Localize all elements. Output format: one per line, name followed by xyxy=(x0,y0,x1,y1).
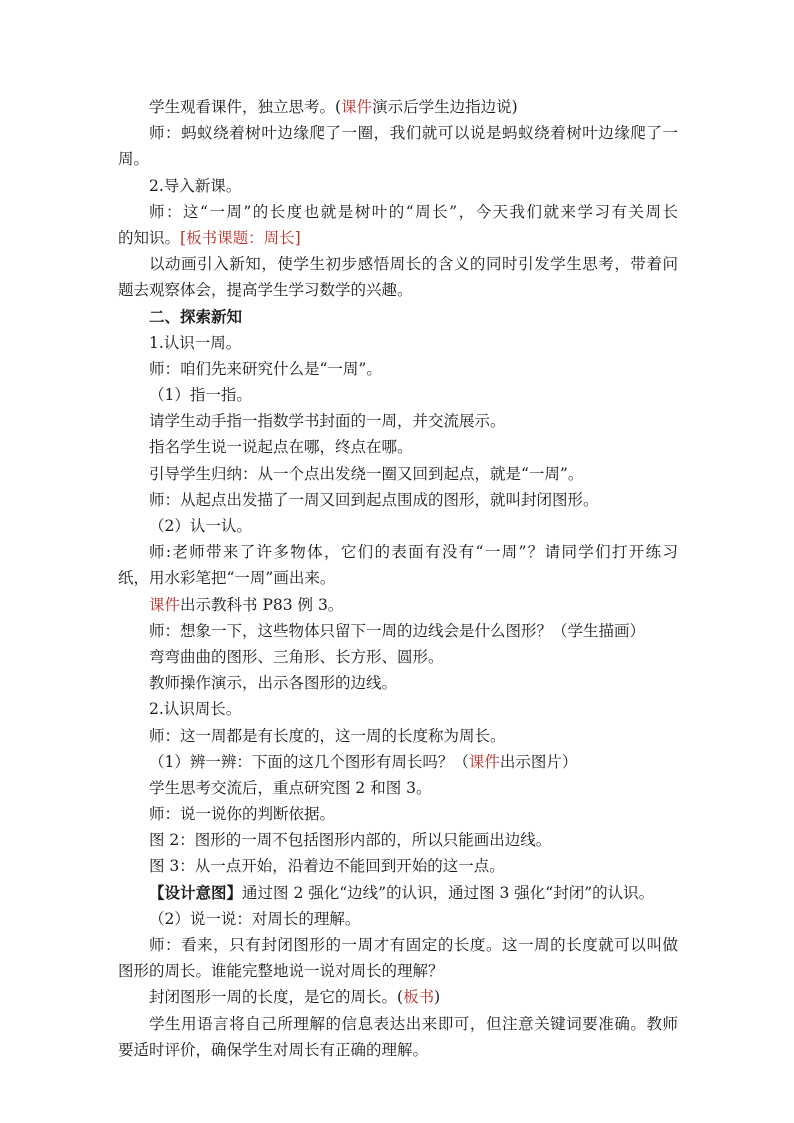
text-line xyxy=(118,461,678,487)
text-line xyxy=(118,644,678,670)
text-run: 师:老师带来了许多物体，它们的表面有没有“一周”？请同学们打开练习 xyxy=(149,543,678,562)
text-line xyxy=(118,932,678,958)
text-line xyxy=(118,984,678,1010)
text-line xyxy=(118,618,678,644)
text-run: 纸，用水彩笔把“一周”画出来。 xyxy=(118,569,336,588)
text-run: 师：这一周都是有长度的，这一周的长度称为周长。 xyxy=(149,726,506,745)
document-page xyxy=(118,94,678,1063)
text-run: 2.导入新课。 xyxy=(149,176,242,195)
text-line xyxy=(118,958,678,984)
text-run: 以动画引入新知，使学生初步感悟周长的含义的同时引发学生思考，带着问 xyxy=(149,255,678,274)
text-line xyxy=(118,434,678,460)
text-run: 师：咱们先来研究什么是“一周”。 xyxy=(149,359,382,378)
text-run: 图 3：从一点开始，沿着边不能回到开始的这一点。 xyxy=(149,857,505,876)
text-line xyxy=(118,775,678,801)
text-run: 图 2：图形的一周不包括图形内部的，所以只能画出边线。 xyxy=(149,831,552,850)
text-run: 教师操作演示，出示各图形的边线。 xyxy=(149,674,398,693)
text-line xyxy=(118,251,678,277)
text-run: 师：想象一下，这些物体只留下一周的边线会是什么图形？（学生描画） xyxy=(149,621,646,640)
text-run: ) xyxy=(434,988,441,1007)
text-line xyxy=(118,356,678,382)
text-line xyxy=(118,199,678,225)
text-line xyxy=(118,277,678,303)
text-line xyxy=(118,120,678,146)
text-run: 题去观察体会，提高学生学习数学的兴趣。 xyxy=(118,281,413,300)
text-line xyxy=(118,1011,678,1037)
text-line xyxy=(118,670,678,696)
text-line xyxy=(118,827,678,853)
text-line xyxy=(118,539,678,565)
text-run: 弯弯曲曲的图形、三角形、长方形、圆形。 xyxy=(149,647,444,666)
text-line xyxy=(118,1037,678,1063)
text-line xyxy=(118,225,678,251)
text-line xyxy=(118,408,678,434)
text-run: 1.认识一周。 xyxy=(149,333,242,352)
text-run: 引导学生归纳：从一个点出发绕一圈又回到起点，就是“一周”。 xyxy=(149,464,584,483)
text-line xyxy=(118,801,678,827)
text-run: 学生用语言将自己所理解的信息表达出来即可，但注意关键词要准确。教师 xyxy=(149,1014,678,1033)
text-run: （1）辨一辨：下面的这几个图形有周长吗？（ xyxy=(149,752,469,771)
text-run: 周。 xyxy=(118,150,150,169)
highlight-text: 板书 xyxy=(403,988,435,1007)
highlight-text: 课件 xyxy=(149,595,181,614)
text-run: 请学生动手指一指数学书封面的一周，并交流展示。 xyxy=(149,412,506,431)
bold-text: 【设计意图】 xyxy=(149,882,243,902)
text-run: 通过图 2 强化“边线”的认识，通过图 3 强化“封闭”的认识。 xyxy=(242,883,655,902)
text-line xyxy=(118,173,678,199)
text-line xyxy=(118,304,678,330)
text-run: 封闭图形一周的长度，是它的周长。( xyxy=(149,988,404,1007)
text-run: 学生观看课件，独立思考。( xyxy=(149,98,342,116)
text-line xyxy=(118,513,678,539)
text-line xyxy=(118,880,678,906)
text-run: 师：从起点出发描了一周又回到起点围成的图形，就叫封闭图形。 xyxy=(149,490,599,509)
text-line xyxy=(118,749,678,775)
text-run: 出示图片） xyxy=(499,752,578,771)
text-run: （2）说一说：对周长的理解。 xyxy=(149,909,361,928)
text-line xyxy=(118,487,678,513)
text-run: 出示教科书 P83 例 3。 xyxy=(180,595,344,614)
text-run: 师：蚂蚁绕着树叶边缘爬了一圈，我们就可以说是蚂蚁绕着树叶边缘爬了一 xyxy=(149,124,678,143)
text-line xyxy=(118,906,678,932)
text-run: 师：这“一周”的长度也就是树叶的“周长”，今天我们就来学习有关周长 xyxy=(149,202,678,221)
text-line xyxy=(118,853,678,879)
highlight-text: [板书课题：周长] xyxy=(180,228,301,247)
bold-text: 二、探索新知 xyxy=(149,306,243,326)
text-run: 师：看来，只有封闭图形的一周才有固定的长度。这一周的长度就可以叫做 xyxy=(149,936,678,954)
text-run: 要适时评价，确保学生对周长有正确的理解。 xyxy=(118,1040,429,1059)
text-run: 师：说一说你的判断依据。 xyxy=(149,805,336,824)
text-run: 演示后学生边指边说) xyxy=(372,98,518,116)
text-line xyxy=(118,382,678,408)
text-run: 学生思考交流后，重点研究图 2 和图 3。 xyxy=(149,778,432,797)
text-run: （1）指一指。 xyxy=(149,386,252,405)
text-run: 的知识。 xyxy=(118,228,181,247)
text-line xyxy=(118,146,678,172)
text-run: （2）认一认。 xyxy=(149,517,252,535)
text-line xyxy=(118,565,678,591)
text-line xyxy=(118,696,678,722)
text-run: 图形的周长。谁能完整地说一说对周长的理解？ xyxy=(118,962,444,981)
text-line xyxy=(118,592,678,618)
highlight-text: 课件 xyxy=(341,98,373,116)
text-run: 指名学生说一说起点在哪，终点在哪。 xyxy=(149,438,413,457)
highlight-text: 课件 xyxy=(468,752,500,771)
text-line xyxy=(118,723,678,749)
text-run: 2.认识周长。 xyxy=(149,700,242,719)
text-line xyxy=(118,330,678,356)
text-line xyxy=(118,94,678,120)
